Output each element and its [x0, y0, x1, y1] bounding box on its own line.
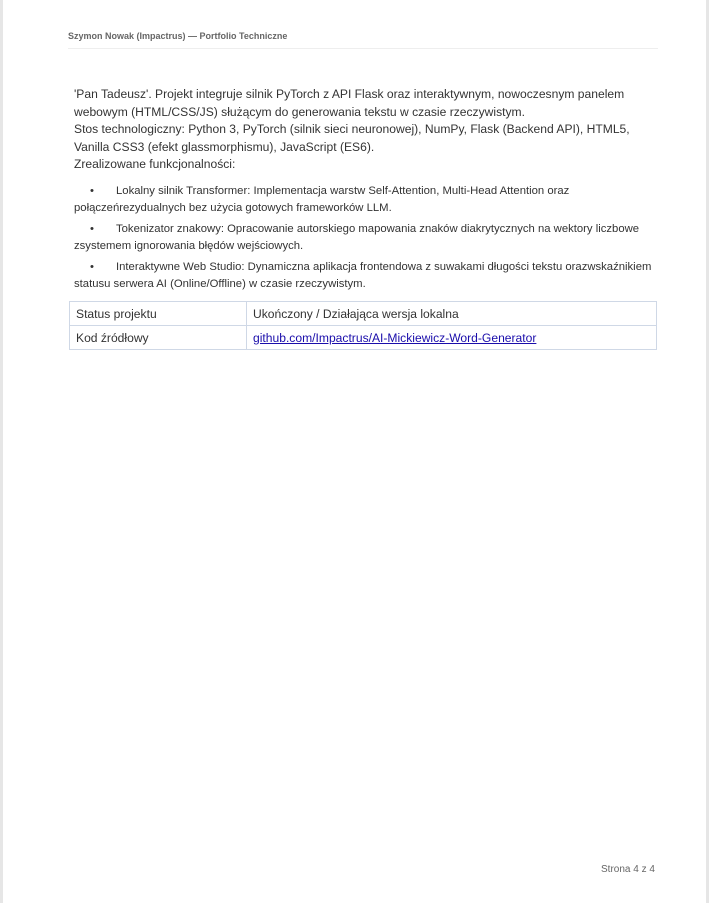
- source-code-label: Kod źródłowy: [70, 326, 247, 350]
- list-item: [74, 259, 654, 293]
- features-list: [74, 183, 654, 293]
- bullet-marker: •: [90, 260, 94, 273]
- bullet-marker: •: [90, 184, 94, 197]
- list-item-text: Interaktywne Web Studio: Dynamiczna aplikacja frontendowa z suwakami długości tekstu orazwskaźnikiem statusu serwera AI (Online/Offline) w czasie rzeczywistym.: [74, 260, 652, 290]
- status-label: Status projektu: [70, 302, 247, 326]
- status-value: Ukończony / Działająca wersja lokalna: [247, 302, 657, 326]
- intro-paragraph: 'Pan Tadeusz'. Projekt integruje silnik PyTorch z API Flask oraz interaktywnym, nowoczesnym panelem webowym (HTML/CSS/JS) służącym do generowania tekstu w czasie rzeczywistym.: [74, 87, 625, 119]
- page-header: Szymon Nowak (Impactrus) — Portfolio Techniczne: [68, 31, 288, 41]
- page-number: Strona 4 z 4: [601, 864, 655, 875]
- features-heading: Zrealizowane funkcjonalności:: [74, 157, 236, 172]
- list-item: [74, 183, 654, 217]
- list-item: [74, 221, 654, 255]
- list-item-text: Lokalny silnik Transformer: Implementacja warstw Self-Attention, Multi-Head Attention oraz połączeńrezydualnych bez użycia gotowych frameworków LLM.: [74, 184, 570, 214]
- list-item-text: Tokenizator znakowy: Opracowanie autorskiego mapowania znaków diakrytycznych na wektory liczbowe zsystemem ignorowania błędów wejściowych.: [74, 222, 640, 252]
- tech-stack-paragraph: Stos technologiczny: Python 3, PyTorch (silnik sieci neuronowej), NumPy, Flask (Backend API), HTML5, Vanilla CSS3 (efekt glassmorphismu), JavaScript (ES6).: [74, 122, 630, 154]
- header-divider: [68, 48, 658, 49]
- table-row: [70, 302, 657, 326]
- table-row: [70, 326, 657, 350]
- repository-link[interactable]: github.com/Impactrus/AI-Mickiewicz-Word-Generator: [253, 330, 537, 345]
- project-info-table: [69, 301, 657, 350]
- document-body: [74, 86, 654, 297]
- source-code-cell: [247, 326, 657, 350]
- page-edge-left: [0, 0, 3, 903]
- bullet-marker: •: [90, 222, 94, 235]
